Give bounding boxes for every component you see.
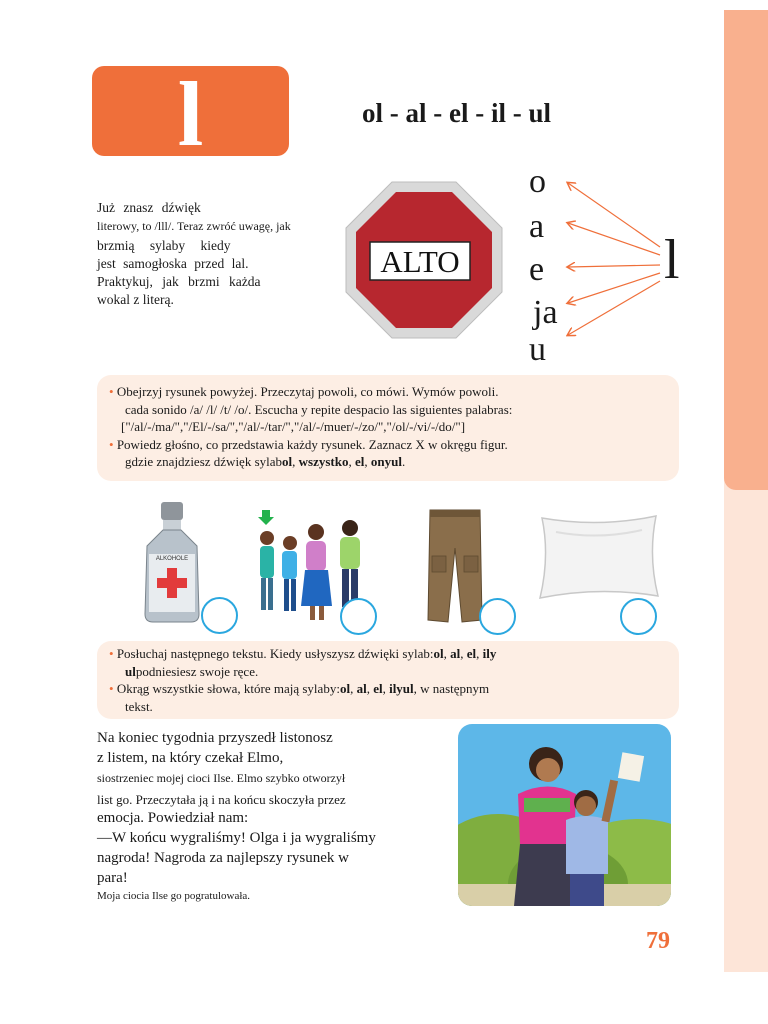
- instructions-box-2: • Posłuchaj następnego tekstu. Kiedy usłyszysz dźwięki sylab:ol, al, el, ily ulpodniesiesz swoje ręce. • Okrąg wszystkie słowa, które mają sylaby:ol, al, el, ilyul, w następnym tekst.: [97, 641, 679, 719]
- bullet-icon: •: [109, 384, 114, 399]
- bottle-label: ALKOHOLE: [155, 556, 189, 562]
- vowel-e: e: [529, 251, 545, 288]
- vowel-a: a: [529, 208, 545, 245]
- vowel-u: u: [529, 331, 546, 368]
- lesson-letter-badge: [92, 63, 289, 165]
- lesson-letter: l: [177, 63, 204, 165]
- stop-sign-text: ALTO: [380, 244, 460, 279]
- story-line: z listem, na który czekał Elmo,: [97, 750, 284, 766]
- answer-circle[interactable]: [340, 598, 377, 635]
- answer-circle[interactable]: [479, 598, 516, 635]
- intro-line: wokal z literą.: [97, 292, 174, 307]
- stop-sign-illustration: [344, 180, 504, 340]
- intro-line: Już znasz dźwięk: [97, 200, 201, 215]
- bullet-icon: •: [109, 681, 114, 696]
- intro-text: [97, 199, 329, 309]
- intro-line: brzmią sylaby kiedy: [97, 238, 231, 253]
- side-tab: [724, 10, 768, 490]
- vowel-i: ja: [533, 294, 558, 331]
- instruction-item: • Posłuchaj następnego tekstu. Kiedy usłyszysz dźwięki sylab:ol, al, el, ily: [109, 646, 497, 661]
- bullet-icon: •: [109, 436, 114, 452]
- intro-line: Praktykuj, jak brzmi każda: [97, 274, 261, 289]
- story-line: list go. Przeczytała ją i na końcu skoczyła przez: [97, 792, 346, 807]
- instruction-item: • Obejrzyj rysunek powyżej. Przeczytaj powoli, co mówi. Wymów powoli.: [109, 384, 499, 399]
- answer-circle[interactable]: [620, 598, 657, 635]
- story-line: Moja ciocia Ilse go pogratulowała.: [97, 890, 251, 902]
- story-line: emocja. Powiedział nam:: [97, 810, 249, 826]
- story-line: para!: [97, 870, 128, 886]
- consonant-l: l: [664, 229, 680, 291]
- story-line: siostrzeniec mojej cioci Ilse. Elmo szybko otworzył: [97, 771, 346, 785]
- woman-and-boy-illustration: [458, 724, 671, 906]
- story-line: nagroda! Nagroda za najlepszy rysunek w: [97, 850, 349, 866]
- intro-line: literowy, to /lll/. Teraz zwróć uwagę, jak: [97, 219, 291, 233]
- pillow-picture: [536, 512, 662, 600]
- bullet-icon: •: [109, 646, 114, 661]
- alcohol-bottle-picture: [137, 502, 207, 624]
- answer-circle[interactable]: [201, 597, 238, 634]
- instructions-box-1: • Obejrzyj rysunek powyżej. Przeczytaj powoli, co mówi. Wymów powoli. cada sonido /a/ /l/ /t/ /o/. Escucha y repite despacio las siguientes palabras: ["/al/-/ma/","/El/-/sa/","/al/-/tar/","/al/-/muer/-/zo/","/ol/-/vi/-/do/"] • Powiedz głośno, co przedstawia każdy rysunek. Zaznacz X w okręgu figur. gdzie znajdziesz dźwięk sylabol, wszystko, el, onyul.: [97, 375, 679, 481]
- vowel-arrows: [560, 175, 670, 355]
- page-number: 79: [646, 928, 670, 954]
- instruction-item: • Okrąg wszystkie słowa, które mają sylaby:ol, al, el, ilyul, w następnym: [109, 681, 490, 696]
- story-text: [97, 728, 432, 904]
- trousers-picture: [426, 508, 484, 624]
- story-line: Na koniec tygodnia przyszedł listonosz: [97, 730, 333, 746]
- instruction-item: • Powiedz głośno, co przedstawia każdy rysunek. Zaznacz X w okręgu figur.: [109, 436, 508, 452]
- syllables-title: ol - al - el - il - ul: [362, 98, 551, 128]
- intro-line: jest samogłoska przed lal.: [97, 256, 249, 271]
- vowel-o: o: [529, 163, 546, 200]
- story-line: —W końcu wygraliśmy! Olga i ja wygraliśmy: [97, 830, 376, 846]
